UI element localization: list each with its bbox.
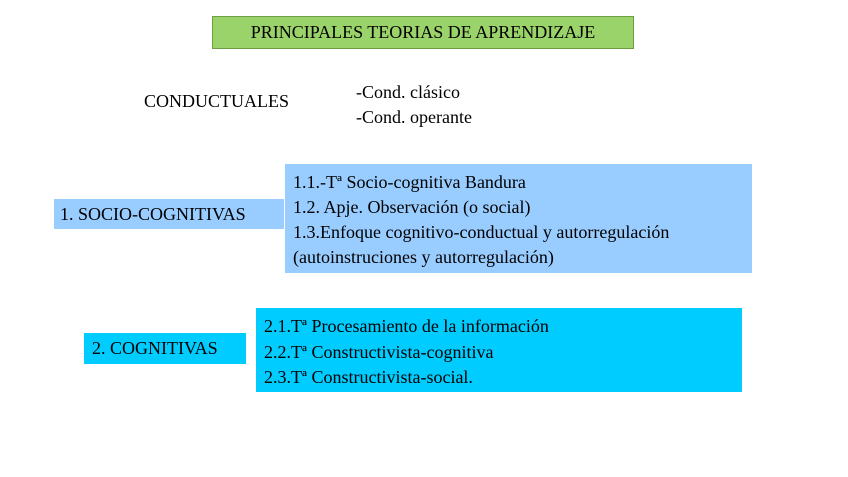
socio-cognitivas-item: 1.2. Apje. Observación (o social) — [293, 197, 531, 217]
socio-cognitivas-item: 1.3.Enfoque cognitivo-conductual y autorregulación — [293, 222, 670, 242]
cognitivas-list — [256, 308, 742, 392]
socio-cognitivas-item: (autoinstruciones y autorregulación) — [293, 247, 554, 267]
conductuales-item: -Cond. clásico — [356, 82, 460, 102]
conductuales-list — [356, 80, 472, 130]
socio-cognitivas-label: 1. SOCIO-COGNITIVAS — [54, 199, 284, 229]
socio-cognitivas-list — [285, 164, 752, 273]
conductuales-label: CONDUCTUALES — [144, 91, 290, 111]
cognitivas-item: 2.1.Tª Procesamiento de la información — [264, 316, 549, 336]
diagram-title: PRINCIPALES TEORIAS DE APRENDIZAJE — [212, 16, 634, 49]
cognitivas-label: 2. COGNITIVAS — [84, 333, 246, 364]
cognitivas-item: 2.2.Tª Constructivista-cognitiva — [264, 341, 494, 362]
conductuales-item: -Cond. operante — [356, 107, 472, 127]
cognitivas-item: 2.3.Tª Constructivista-social. — [264, 367, 473, 387]
socio-cognitivas-item: 1.1.-Tª Socio-cognitiva Bandura — [293, 172, 526, 192]
